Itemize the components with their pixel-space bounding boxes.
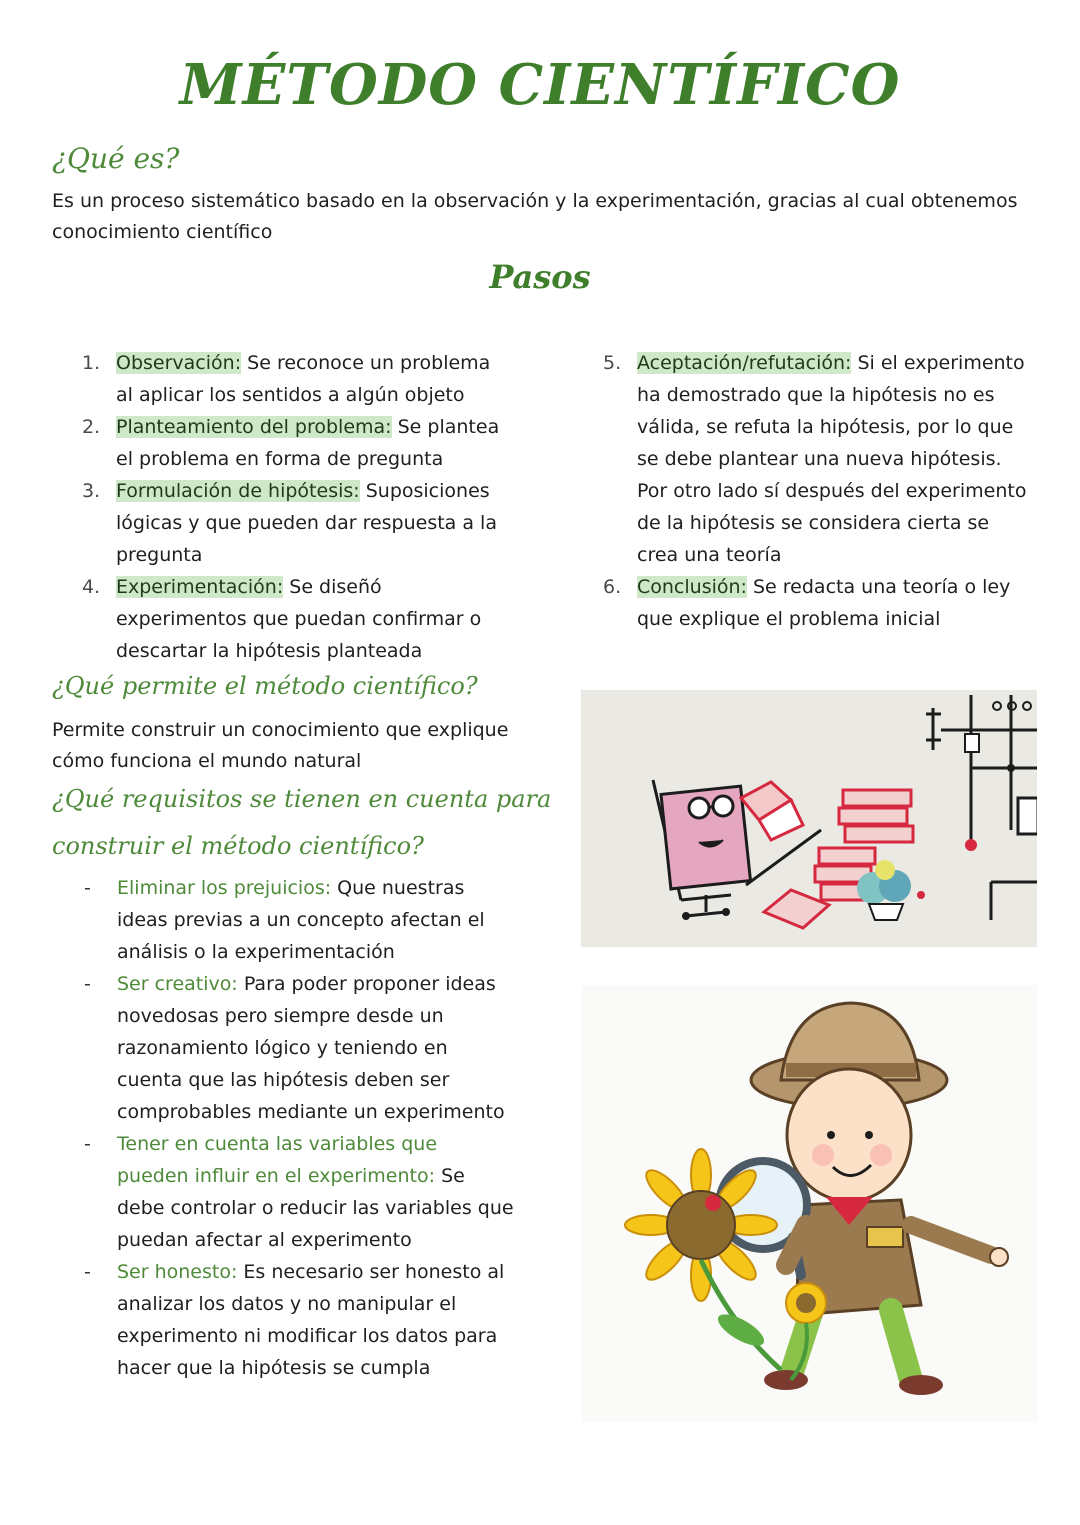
reading-scientist-illustration	[581, 690, 1037, 947]
step-term: Formulación de hipótesis:	[116, 480, 360, 502]
step-term: Experimentación:	[116, 576, 284, 598]
requisito-text: Que nuestras ideas previas a un concepto afectan el análisis o la experimentación	[117, 877, 485, 963]
requisitos-list	[84, 872, 514, 1384]
step-item	[603, 571, 1028, 635]
explorer-illustration	[581, 985, 1037, 1422]
explorer-drawing	[581, 985, 1037, 1422]
requisito-term: Ser honesto:	[117, 1261, 238, 1283]
step-number: 6.	[603, 576, 622, 598]
step-number: 5.	[603, 352, 622, 374]
step-term: Planteamiento del problema:	[116, 416, 392, 438]
permite-text: Permite construir un conocimiento que explique cómo funciona el mundo natural	[52, 719, 509, 772]
que-es-text: Es un proceso sistemático basado en la observación y la experimentación, gracias al cual obtenemos conocimiento científico	[52, 190, 1018, 243]
requisitos-heading-line1: ¿Qué requisitos se tienen en cuenta para	[52, 785, 552, 813]
page-title: MÉTODO CIENTÍFICO	[179, 52, 901, 118]
step-item	[82, 571, 512, 667]
requisito-item: - Tener en cuenta las variables que pueden influir en el experimento: Se debe controlar o reducir las variables que puedan afectar al experimento	[84, 1133, 514, 1251]
steps-list-left	[82, 347, 512, 667]
step-text: Se plantea el problema en forma de pregunta	[116, 416, 500, 470]
requisito-term: Tener en cuenta las variables que pueden influir en el experimento:	[117, 1133, 438, 1187]
requisito-term: Ser creativo:	[117, 973, 238, 995]
step-number: 1.	[82, 352, 101, 374]
requisito-text: Es necesario ser honesto al analizar los datos y no manipular el experimento ni modificar los datos para hacer que la hipótesis se cumpla	[117, 1261, 505, 1379]
step-item	[82, 347, 512, 411]
requisito-text: Se debe controlar o reducir las variables que puedan afectar al experimento	[117, 1165, 514, 1251]
step-item	[82, 411, 512, 475]
step-item	[82, 475, 512, 571]
permite-heading: ¿Qué permite el método científico?	[52, 672, 478, 700]
step-number: 3.	[82, 480, 101, 502]
requisito-term: Eliminar los prejuicios:	[117, 877, 332, 899]
step-text: Se reconoce un problema al aplicar los sentidos a algún objeto	[116, 352, 491, 406]
requisito-item: - Ser honesto: Es necesario ser honesto al analizar los datos y no manipular el experimento ni modificar los datos para hacer que la hipótesis se cumpla	[84, 1261, 505, 1379]
step-item	[603, 347, 1028, 571]
step-term: Aceptación/refutación:	[637, 352, 852, 374]
step-term: Observación:	[116, 352, 242, 374]
que-es-heading: ¿Qué es?	[52, 142, 180, 175]
step-number: 2.	[82, 416, 101, 438]
step-text: Se redacta una teoría o ley que explique el problema inicial	[637, 576, 1011, 630]
step-term: Conclusión:	[637, 576, 747, 598]
steps-heading: Pasos	[489, 258, 591, 296]
step-text: Se diseñó experimentos que puedan confirmar o descartar la hipótesis planteada	[116, 576, 482, 662]
step-text: Suposiciones lógicas y que pueden dar respuesta a la pregunta	[116, 480, 497, 566]
requisito-item: - Eliminar los prejuicios: Que nuestras ideas previas a un concepto afectan el análisis o la experimentación	[84, 877, 485, 963]
step-text: Si el experimento ha demostrado que la hipótesis no es válida, se refuta la hipótesis, por lo que se debe plantear una nueva hipótesis. Por otro lado sí después del experimento de la hipótesis se considera cierta se crea una teoría	[637, 352, 1027, 566]
requisito-item: - Ser creativo: Para poder proponer ideas novedosas pero siempre desde un razonamiento lógico y teniendo en cuenta que las hipótesis deben ser comprobables mediante un experimento	[84, 973, 505, 1123]
requisito-text: Para poder proponer ideas novedosas pero siempre desde un razonamiento lógico y teniendo en cuenta que las hipótesis deben ser comprobables mediante un experimento	[117, 973, 505, 1123]
reading-scientist-drawing	[581, 690, 1037, 947]
steps-list-right	[603, 347, 1028, 635]
requisitos-heading-line2: construir el método científico?	[52, 832, 424, 860]
step-number: 4.	[82, 576, 101, 598]
